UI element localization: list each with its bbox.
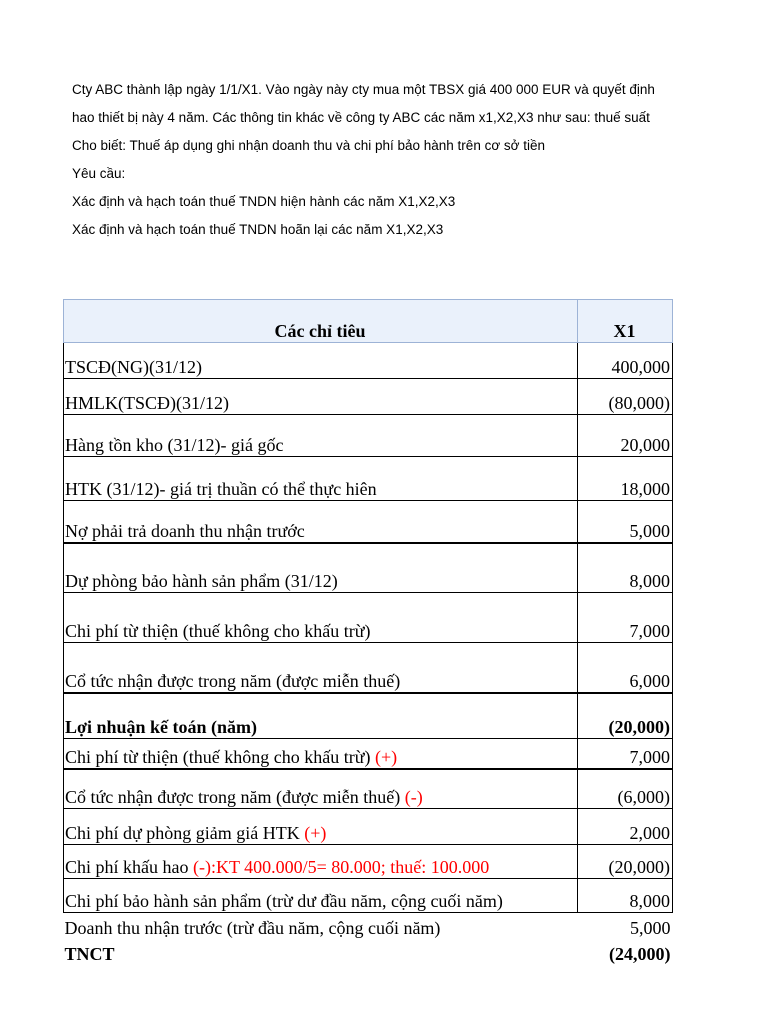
row-label: Chi phí dự phòng giảm giá HTK [65,823,305,843]
row-label: Hàng tồn kho (31/12)- giá gốc [65,435,284,455]
row-value[interactable]: 5,000 [630,917,671,938]
row-value[interactable]: 20,000 [578,415,673,457]
row-value[interactable]: (20,000) [578,845,673,879]
table-row [64,501,673,543]
row-label: HTK (31/12)- giá trị thuần có thể thực hiên [65,479,377,499]
header-cell-x1[interactable]: X1 [578,300,673,343]
row-value[interactable]: 7,000 [578,593,673,643]
row-value[interactable]: 400,000 [578,343,673,379]
intro-line: Xác định và hạch toán thuế TNDN hoãn lại các năm X1,X2,X3 [72,222,444,237]
row-value[interactable]: 2,000 [578,809,673,845]
table-row [64,845,673,879]
row-value[interactable]: (24,000) [609,943,671,964]
row-label: Chi phí khấu hao [65,857,193,877]
header-cell-item[interactable]: Các chỉ tiêu [64,300,578,343]
row-label-cell[interactable] [64,693,578,739]
row-value[interactable]: (80,000) [578,379,673,415]
row-label: Chi phí từ thiện (thuế không cho khấu trừ) [65,746,375,767]
row-label-cell[interactable] [64,939,578,965]
row-value[interactable]: 8,000 [578,879,673,913]
table-row [64,457,673,501]
row-value[interactable]: 7,000 [578,739,673,769]
table-row [64,379,673,415]
row-label: Chi phí bảo hành sản phẩm (trừ dư đầu năm, cộng cuối năm) [65,891,503,911]
row-label-cell[interactable] [64,593,578,643]
row-label-cell[interactable] [64,457,578,501]
row-label: Cổ tức nhận được trong năm (được miễn thuế) [65,787,405,807]
row-value[interactable]: (20,000) [578,693,673,739]
row-note: (-):KT 400.000/5= 80.000; thuế: 100.000 [193,857,490,877]
row-label: Chi phí từ thiện (thuế không cho khấu trừ) [65,621,371,641]
row-note: (+) [374,746,398,767]
row-label: Cổ tức nhận được trong năm (được miễn thuế) [65,670,401,691]
intro-line: Xác định và hạch toán thuế TNDN hiện hành các năm X1,X2,X3 [72,194,456,209]
row-label: HMLK(TSCĐ)(31/12) [65,393,229,413]
row-label-cell[interactable] [64,739,578,769]
row-label-cell[interactable] [64,769,578,809]
row-label-cell[interactable] [64,643,578,693]
row-label: Doanh thu nhận trước (trừ đầu năm, cộng cuối năm) [64,917,441,938]
row-label: Nợ phải trả doanh thu nhận trước [65,520,305,541]
row-label: TSCĐ(NG)(31/12) [65,357,202,377]
data-table [63,299,673,965]
table-row [64,593,673,643]
table-row [64,769,673,809]
row-value[interactable]: 5,000 [578,501,673,543]
row-value[interactable]: 8,000 [578,543,673,593]
row-label-cell[interactable] [64,543,578,593]
row-note: (+) [304,823,327,843]
table-row [64,913,673,939]
row-label-cell[interactable] [64,343,578,379]
table-row [64,415,673,457]
row-label-cell[interactable] [64,845,578,879]
row-label-cell[interactable] [64,379,578,415]
table-row-total [64,939,673,965]
table-row [64,643,673,693]
table-row [64,739,673,769]
table-row [64,543,673,593]
row-label-cell[interactable] [64,879,578,913]
row-value[interactable]: 6,000 [578,643,673,693]
row-label-cell[interactable] [64,415,578,457]
table-row [64,879,673,913]
intro-line: Cho biết: Thuế áp dụng ghi nhận doanh thu và chi phí bảo hành trên cơ sở tiền [72,138,546,153]
table-row [64,809,673,845]
intro-line: Yêu cầu: [72,166,126,181]
intro-line: hao thiết bị này 4 năm. Các thông tin khác về công ty ABC các năm x1,X2,X3 như sau: thuế suất [72,110,650,125]
row-value[interactable]: 18,000 [578,457,673,501]
row-label: TNCT [64,943,115,964]
row-label-cell[interactable] [64,501,578,543]
table-row [64,343,673,379]
table-row-total [64,693,673,739]
row-note: (-) [404,787,423,807]
row-label: Dự phòng bảo hành sản phẩm (31/12) [65,571,338,591]
row-label-cell[interactable] [64,913,578,939]
row-label: Lợi nhuận kế toán (năm) [65,717,258,737]
intro-text [72,76,672,244]
row-value[interactable]: (6,000) [578,769,673,809]
intro-line: Cty ABC thành lập ngày 1/1/X1. Vào ngày này cty mua một TBSX giá 400 000 EUR và quyết định [72,82,655,97]
row-label-cell[interactable] [64,809,578,845]
table-header-row [64,300,673,343]
